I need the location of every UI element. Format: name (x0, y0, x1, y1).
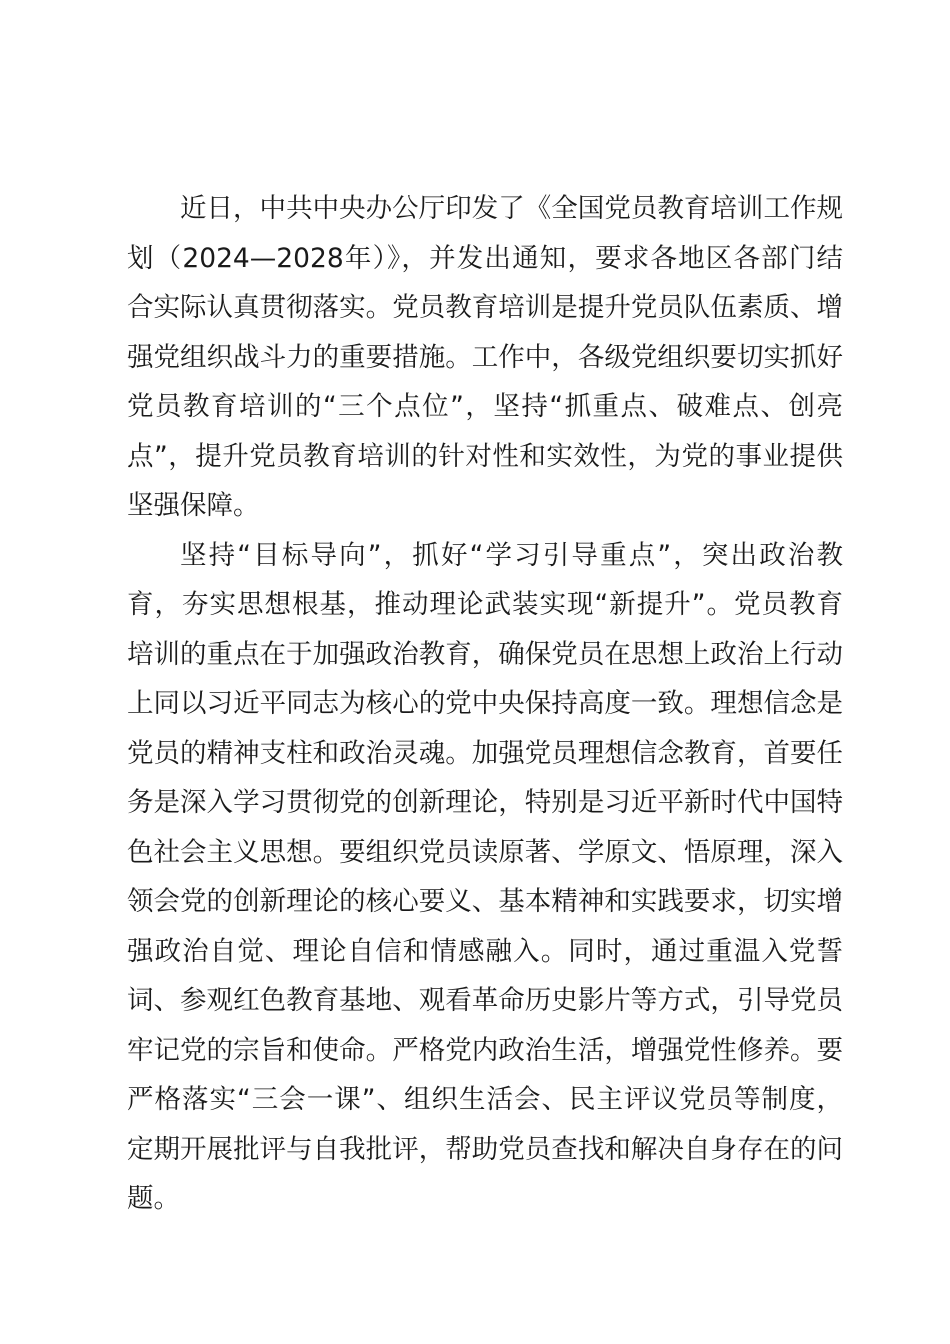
paragraph-1: 近日，中共中央办公厅印发了《全国党员教育培训工作规划（2024—2028年）》，并发出通知，要求各地区各部门结合实际认真贯彻落实。党员教育培训是提升党员队伍素质、增强党组织战斗力的重要措施。工作中，各级党组织要切实抓好党员教育培训的“三个点位”，坚持“抓重点、破难点、创亮点”，提升党员教育培训的针对性和实效性，为党的事业提供坚强保障。 (127, 193, 843, 521)
document-body (127, 184, 843, 1224)
paragraph-2: 坚持“目标导向”，抓好“学习引导重点”，突出政治教育，夯实思想根基，推动理论武装实现“新提升”。党员教育培训的重点在于加强政治教育，确保党员在思想上政治上行动上同以习近平同志为核心的党中央保持高度一致。理想信念是党员的精神支柱和政治灵魂。加强党员理想信念教育，首要任务是深入学习贯彻党的创新理论，特别是习近平新时代中国特色社会主义思想。要组织党员读原著、学原文、悟原理，深入领会党的创新理论的核心要义、基本精神和实践要求，切实增强政治自觉、理论自信和情感融入。同时，通过重温入党誓词、参观红色教育基地、观看革命历史影片等方式，引导党员牢记党的宗旨和使命。严格党内政治生活，增强党性修养。要严格落实“三会一课”、组织生活会、民主评议党员等制度，定期开展批评与自我批评，帮助党员查找和解决自身存在的问题。 (127, 539, 843, 1214)
